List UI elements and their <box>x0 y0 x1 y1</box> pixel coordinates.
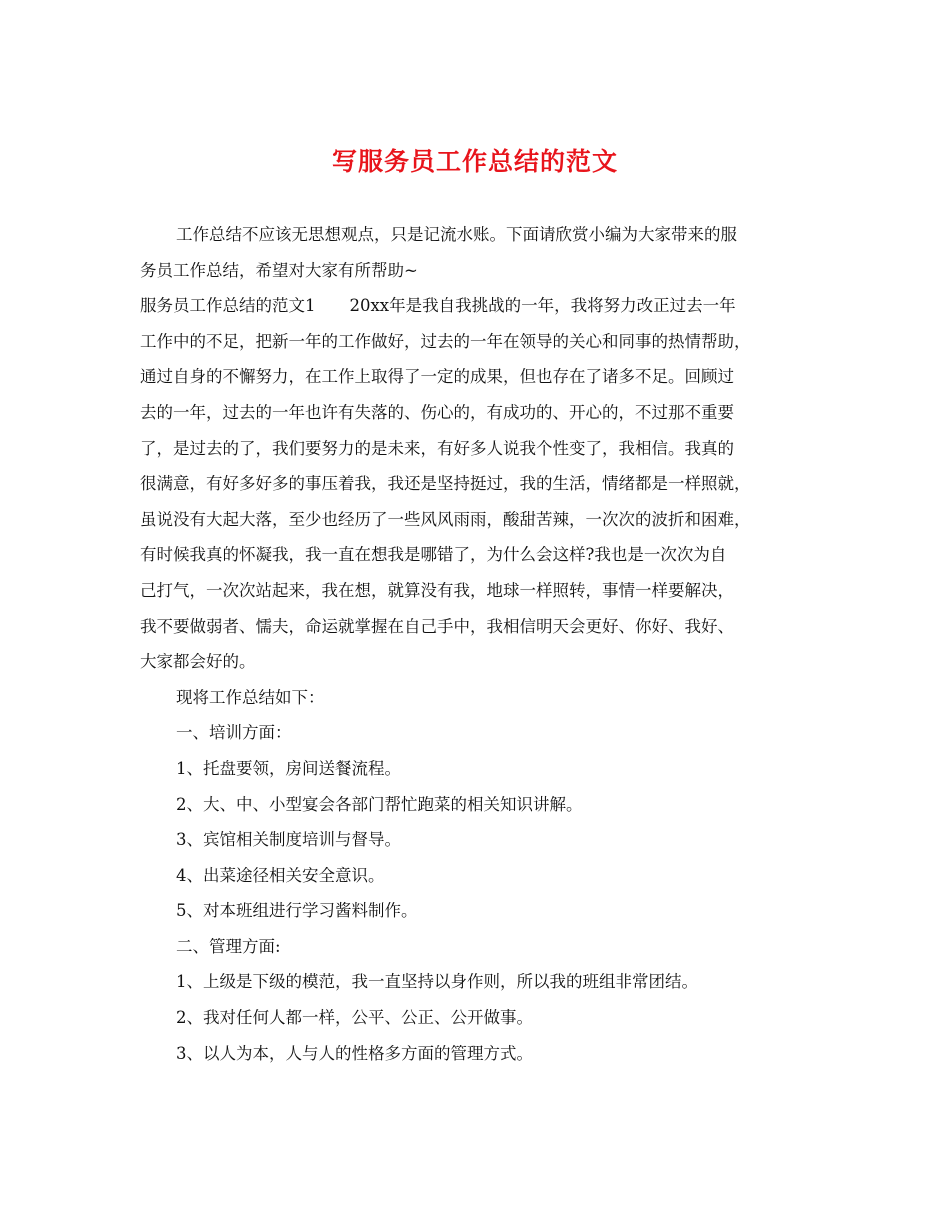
intro-line-2: 务员工作总结，希望对大家有所帮助~ <box>140 260 418 280</box>
list-item: 1、托盘要领，房间送餐流程。 <box>176 758 401 778</box>
section-heading-management: 二、管理方面: <box>176 936 281 956</box>
paragraph-line: 我不要做弱者、懦夫，命运就掌握在自己手中，我相信明天会更好、你好、我好、 <box>140 616 734 636</box>
paragraph-line: 了，是过去的了，我们要努力的是未来，有好多人说我个性变了，我相信。我真的 <box>140 438 734 458</box>
list-item: 1、上级是下级的模范，我一直坚持以身作则，所以我的班组非常团结。 <box>176 972 698 992</box>
document-title: 写服务员工作总结的范文 <box>331 147 618 176</box>
paragraph-line: 工作中的不足，把新一年的工作做好，过去的一年在领导的关心和同事的热情帮助， <box>140 331 751 351</box>
list-item: 2、我对任何人都一样，公平、公正、公开做事。 <box>176 1008 533 1028</box>
paragraph-line: 很满意，有好多好多的事压着我，我还是坚持挺过，我的生活，情绪都是一样照就， <box>140 474 751 494</box>
document-body <box>140 217 830 1071</box>
paragraph-line: 20xx年是我自我挑战的一年，我将努力改正过去一年 <box>349 296 736 316</box>
sample-first-line <box>140 288 830 324</box>
list-item: 4、出菜途径相关安全意识。 <box>176 865 385 885</box>
list-item: 5、对本班组进行学习酱料制作。 <box>176 901 418 921</box>
paragraph-line: 通过自身的不懈努力，在工作上取得了一定的成果，但也存在了诸多不足。回顾过 <box>140 367 734 387</box>
list-item: 3、宾馆相关制度培训与督导。 <box>176 830 401 850</box>
paragraph-line: 虽说没有大起大落，至少也经历了一些风风雨雨，酸甜苦辣，一次次的波折和困难， <box>140 509 751 529</box>
intro-line-1: 工作总结不应该无思想观点，只是记流水账。下面请欣赏小编为大家带来的服 <box>176 225 737 244</box>
paragraph-line: 大家都会好的。 <box>140 652 256 672</box>
section-heading-training: 一、培训方面： <box>176 723 292 743</box>
paragraph-line: 有时候我真的怀凝我，我一直在想我是哪错了，为什么会这样?我也是一次次为自 <box>140 545 727 565</box>
list-item: 3、以人为本，人与人的性格多方面的管理方式。 <box>176 1043 533 1063</box>
list-item: 2、大、中、小型宴会各部门帮忙跑菜的相关知识讲解。 <box>176 794 583 814</box>
summary-intro: 现将工作总结如下： <box>176 687 325 707</box>
paragraph-line: 己打气，一次次站起来，我在想，就算没有我，地球一样照转，事情一样要解决， <box>140 580 734 600</box>
paragraph-line: 去的一年，过去的一年也许有失落的、伤心的，有成功的、开心的，不过那不重要 <box>140 402 734 422</box>
sample-heading: 服务员工作总结的范文1 <box>140 296 316 316</box>
